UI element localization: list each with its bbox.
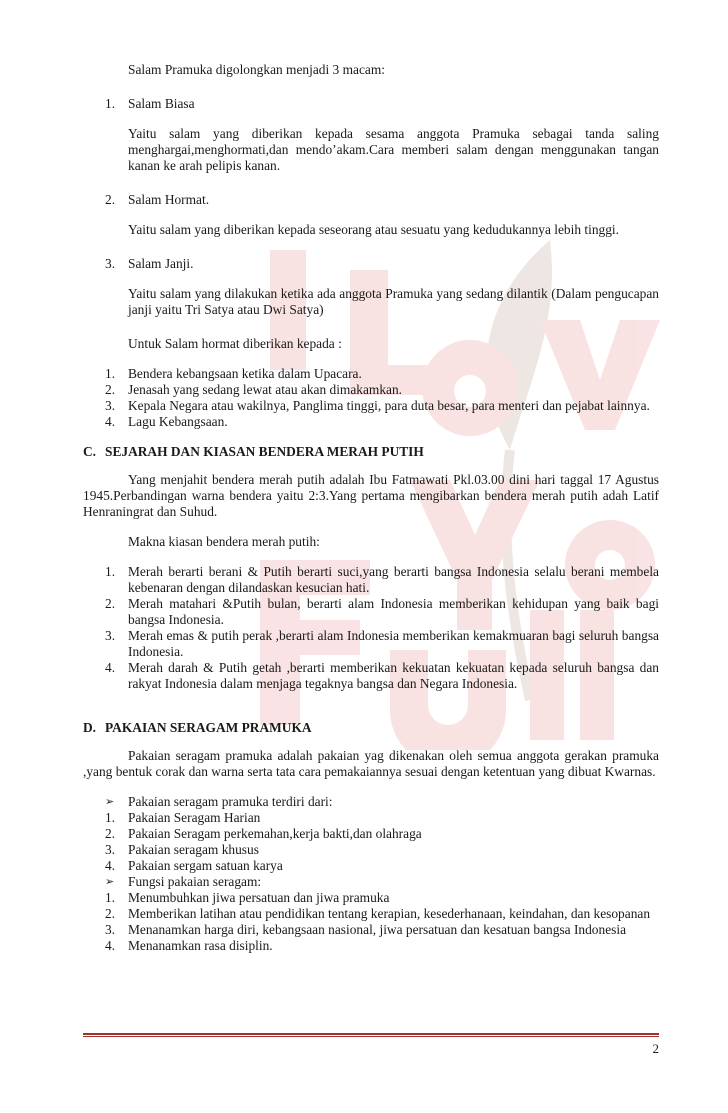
section-letter: D. <box>83 720 97 735</box>
bullet-text: Pakaian seragam pramuka terdiri dari: <box>128 794 333 809</box>
list-item-text: Menanamkan rasa disiplin. <box>128 938 273 953</box>
list-item <box>83 660 659 692</box>
list-number: 2. <box>105 596 116 611</box>
list-item-text: Menanamkan harga diri, kebangsaan nasional, jiwa persatuan dan kesatuan bangsa Indonesia <box>128 922 627 937</box>
list-number: 3. <box>105 398 116 413</box>
list-item-text: Pakaian Seragam Harian <box>128 810 261 825</box>
list-item <box>83 906 659 922</box>
list-item-text: Pakaian Seragam perkemahan,kerja bakti,dan olahraga <box>128 826 422 841</box>
arrow-bullet-icon: ➢ <box>105 796 115 808</box>
hormat-list <box>83 366 659 430</box>
list-item-text: Merah matahari &Putih bulan, berarti alam Indonesia memberikan kehidupan yang baik bagi bangsa Indonesia. <box>128 596 659 627</box>
list-number: 1. <box>105 810 116 825</box>
salam-title: Salam Biasa <box>128 96 195 111</box>
salam-title: Salam Hormat. <box>128 192 210 207</box>
list-item <box>83 382 659 398</box>
list-number: 1. <box>105 96 116 111</box>
list-item <box>83 414 659 430</box>
list-item-text: Memberikan latihan atau pendidikan tentang kerapian, kesederhanaan, keindahan, dan kesopanan <box>128 906 651 921</box>
list-item <box>83 810 659 826</box>
list-number: 3. <box>105 628 116 643</box>
list-number: 3. <box>105 922 116 937</box>
salam-desc: Yaitu salam yang dilakukan ketika ada anggota Pramuka yang sedang dilantik (Dalam pengucapan janji yaitu Tri Satya atau Dwi Satya) <box>128 286 659 317</box>
list-item <box>83 842 659 858</box>
footer-rule <box>83 1033 659 1035</box>
section-c-paragraph: Yang menjahit bendera merah putih adalah Ibu Fatmawati Pkl.03.00 dini hari taggal 17 Agustus 1945.Perbandingan warna bendera yaitu 2:3.Yang pertama mengibarkan bendera merah putih adah Latif Henraningrat dan Suhud. <box>83 472 659 519</box>
list-number: 4. <box>105 858 116 873</box>
list-item <box>83 628 659 660</box>
salam-desc: Yaitu salam yang diberikan kepada sesama anggota Pramuka sebagai tanda saling menghargai,menghormati,dan mendo’akam.Cara memberi salam dengan menggunakan tangan kanan ke arah pelipis kanan. <box>128 126 659 173</box>
list-number: 2. <box>105 826 116 841</box>
section-d-heading <box>83 720 659 736</box>
list-item-text: Bendera kebangsaan ketika dalam Upacara. <box>128 366 362 381</box>
section-title: PAKAIAN SERAGAM PRAMUKA <box>105 720 312 735</box>
list-item-text: Jenasah yang sedang lewat atau akan dimakamkan. <box>128 382 403 397</box>
salam-intro: Salam Pramuka digolongkan menjadi 3 macam: <box>128 62 385 77</box>
hormat-intro: Untuk Salam hormat diberikan kepada : <box>128 336 342 351</box>
arrow-bullet-icon: ➢ <box>105 876 115 888</box>
list-item <box>83 564 659 596</box>
list-item <box>83 596 659 628</box>
salam-title: Salam Janji. <box>128 256 194 271</box>
makna-intro: Makna kiasan bendera merah putih: <box>128 534 320 549</box>
list-item <box>83 398 659 414</box>
list-item-text: Pakaian sergam satuan karya <box>128 858 283 873</box>
list-item-text: Merah emas & putih perak ,berarti alam Indonesia memberikan kemakmuaran bagi seluruh bangsa Indonesia. <box>128 628 659 659</box>
footer-rule-thin <box>83 1036 659 1037</box>
list-number: 2. <box>105 382 116 397</box>
section-letter: C. <box>83 444 97 459</box>
document-body <box>83 62 659 954</box>
bullet-item <box>83 794 659 810</box>
list-item <box>83 858 659 874</box>
list-item-text: Lagu Kebangsaan. <box>128 414 228 429</box>
salam-item <box>83 192 659 208</box>
salam-item <box>83 96 659 112</box>
list-number: 1. <box>105 890 116 905</box>
section-d-paragraph: Pakaian seragam pramuka adalah pakaian yag dikenakan oleh semua anggota gerakan pramuka ,yang bentuk corak dan warna serta tata cara pemakaiannya sesuai dengan ketentuan yang dibuat Kwarnas. <box>83 748 659 779</box>
salam-desc: Yaitu salam yang diberikan kepada seseorang atau sesuatu yang kedudukannya lebih tinggi. <box>128 222 619 237</box>
list-number: 4. <box>105 938 116 953</box>
list-item <box>83 890 659 906</box>
list-number: 1. <box>105 366 116 381</box>
bullet-item <box>83 874 659 890</box>
list-item-text: Merah berarti berani & Putih berarti suci,yang berarti bangsa Indonesia selalu berani membela kebenaran dengan dilandaskan kesucian hati. <box>128 564 659 595</box>
list-item-text: Pakaian seragam khusus <box>128 842 259 857</box>
list-item <box>83 938 659 954</box>
list-number: 2. <box>105 192 116 207</box>
section-title: SEJARAH DAN KIASAN BENDERA MERAH PUTIH <box>105 444 424 459</box>
list-item <box>83 826 659 842</box>
list-number: 1. <box>105 564 116 579</box>
page-number: 2 <box>652 1041 659 1056</box>
list-item <box>83 366 659 382</box>
list-number: 2. <box>105 906 116 921</box>
list-number: 4. <box>105 660 116 675</box>
list-number: 4. <box>105 414 116 429</box>
list-item-text: Menumbuhkan jiwa persatuan dan jiwa pramuka <box>128 890 390 905</box>
list-item-text: Merah darah & Putih getah ,berarti memberikan kekuatan kekuatan kepada seluruh bangsa dan rakyat Indonesia dalam menjaga tegaknya bangsa dan Negara Indonesia. <box>128 660 659 691</box>
list-number: 3. <box>105 256 116 271</box>
list-item <box>83 922 659 938</box>
makna-list <box>83 564 659 692</box>
seragam-list <box>83 794 659 954</box>
salam-item <box>83 256 659 272</box>
section-c-heading <box>83 444 659 460</box>
list-item-text: Kepala Negara atau wakilnya, Panglima tinggi, para duta besar, para menteri dan pejabat lainnya. <box>128 398 650 413</box>
bullet-text: Fungsi pakaian seragam: <box>128 874 262 889</box>
list-number: 3. <box>105 842 116 857</box>
